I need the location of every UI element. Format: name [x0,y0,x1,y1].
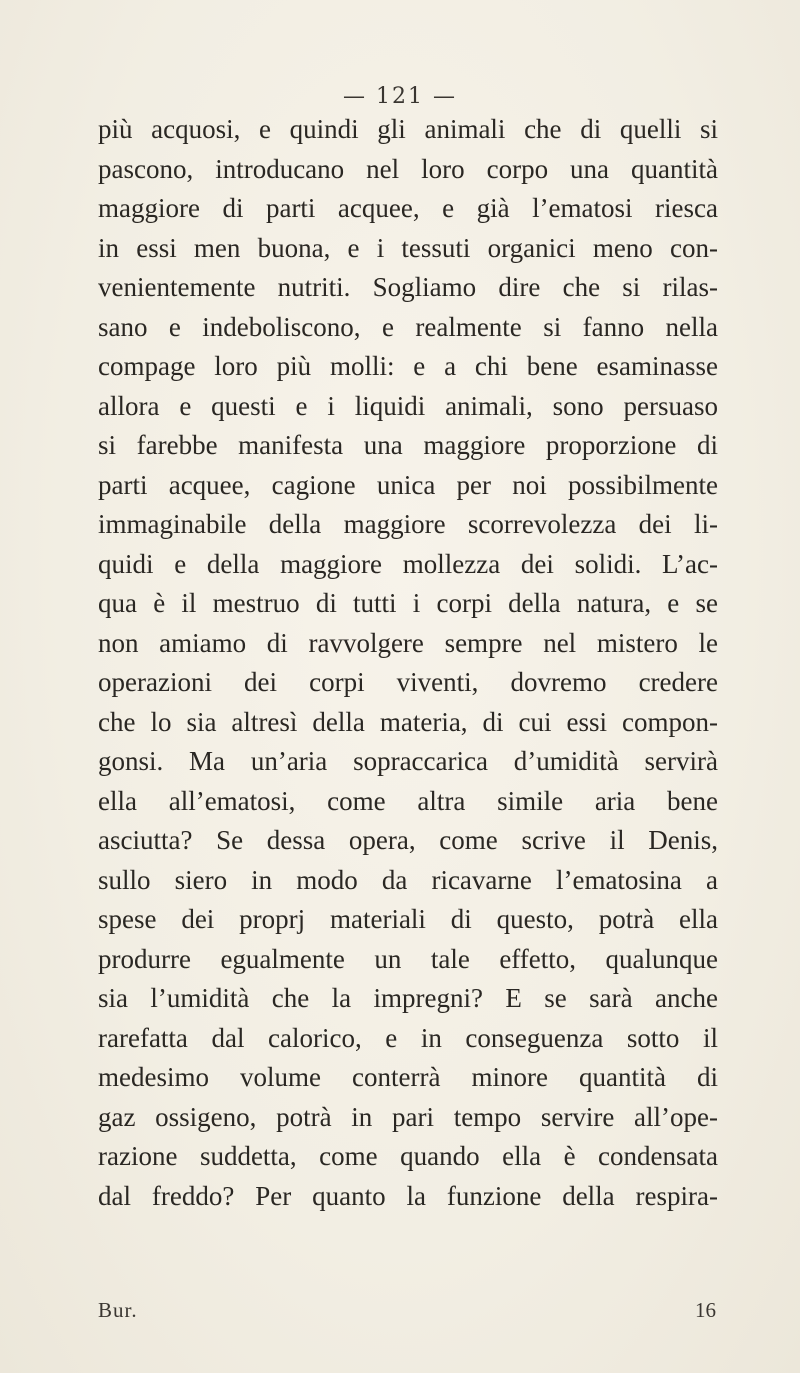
text-line: produrre egualmente un tale effetto, qualunque [98,943,718,974]
text-line: in essi men buona, e i tessuti organici meno con- [98,232,718,263]
text-line: immaginabile della maggiore scorrevolezza dei li- [98,509,718,539]
text-line: parti acquee, cagione unica per noi possibilmente [98,469,718,500]
signature-mark: Bur. [98,1298,138,1322]
text-line: maggiore di parti acquee, e già l’ematosi riesca [98,193,718,223]
page-footer [98,1298,718,1330]
text-line: razione suddetta, come quando ella è condensata [98,1141,718,1171]
text-line: non amiamo di ravvolgere sempre nel mistero le [98,627,718,658]
text-line: che lo sia altresì della materia, di cui essi compon- [98,706,718,737]
text-line: operazioni dei corpi viventi, dovremo credere [98,667,718,697]
text-line: sia l’umidità che la impregni? E se sarà anche [98,983,718,1013]
page-number-header: — 121 — [343,84,457,109]
text-line: più acquosi, e quindi gli animali che di quelli si [98,114,718,144]
body-text [98,110,718,1216]
text-line: si farebbe manifesta una maggiore proporzione di [98,430,718,460]
text-line: asciutta? Se dessa opera, come scrive il Denis, [98,825,718,855]
text-line: gaz ossigeno, potrà in pari tempo servire all’ope- [98,1101,718,1132]
text-line: venientemente nutriti. Sogliamo dire che si rilas- [98,272,718,302]
text-line: quidi e della maggiore mollezza dei solidi. L’ac- [98,548,718,579]
text-line: rarefatta dal calorico, e in conseguenza sotto il [98,1022,718,1053]
text-line: ella all’ematosi, come altra simile aria bene [98,785,718,816]
text-line: pascono, introducano nel loro corpo una quantità [98,153,718,184]
text-line: sullo siero in modo da ricavarne l’ematosina a [98,864,718,895]
text-line: allora e questi e i liquidi animali, sono persuaso [98,390,718,421]
text-line: spese dei proprj materiali di questo, potrà ella [98,904,718,934]
text-line: compage loro più molli: e a chi bene esaminasse [98,351,718,381]
text-line: gonsi. Ma un’aria sopraccarica d’umidità servirà [98,746,718,776]
text-line: dal freddo? Per quanto la funzione della respira- [98,1180,718,1211]
text-line: medesimo volume conterrà minore quantità di [98,1062,718,1092]
sheet-number: 16 [695,1298,716,1322]
text-line: sano e indeboliscono, e realmente si fanno nella [98,311,718,342]
text-line: qua è il mestruo di tutti i corpi della natura, e se [98,588,718,618]
